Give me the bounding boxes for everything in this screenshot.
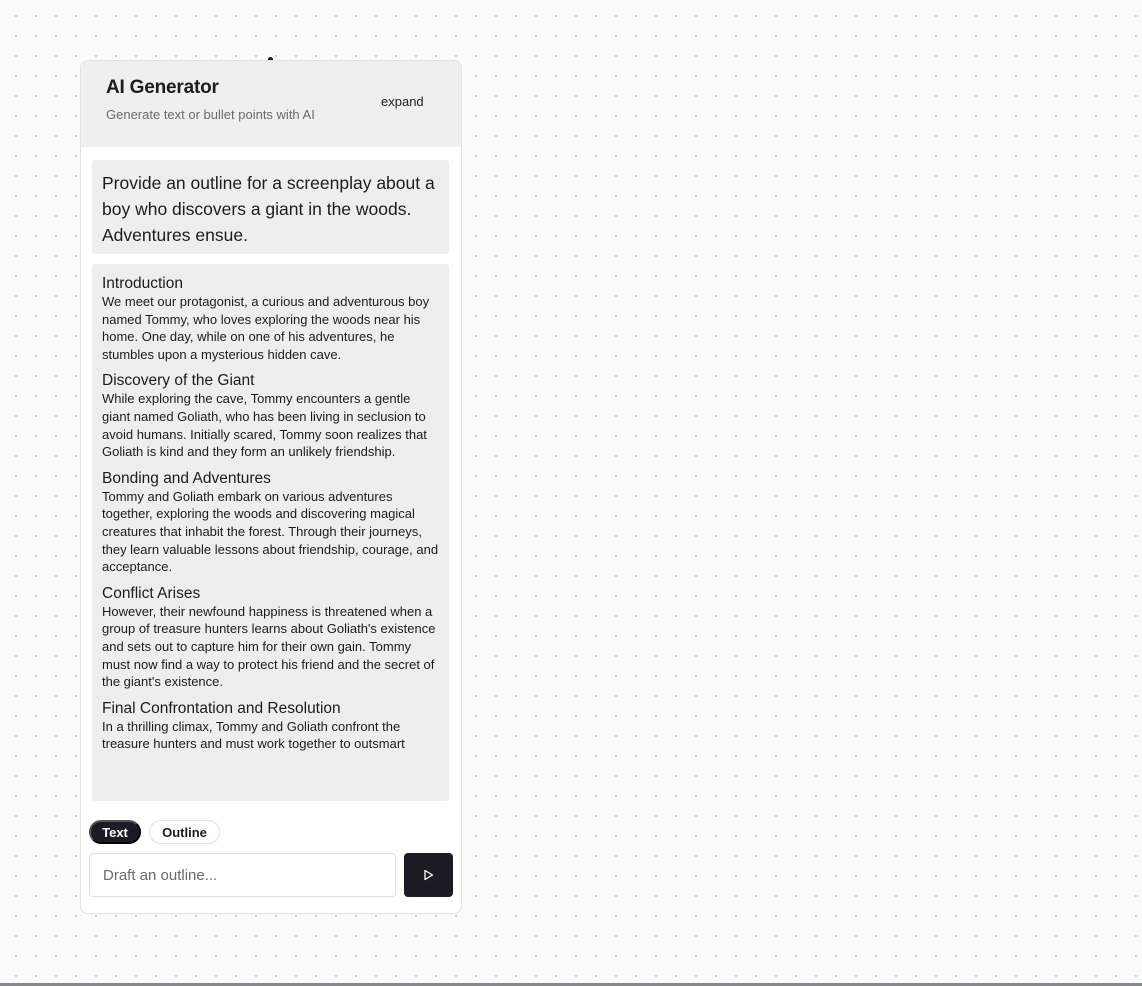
section-heading: Bonding and Adventures bbox=[102, 469, 271, 487]
section-body: However, their newfound happiness is threatened when a group of treasure hunters learns about Goliath's existence and sets out to capture him for their own gain. Tommy must now find a way to protect his friend and the secret of the giant's existence. bbox=[102, 603, 436, 690]
section-heading: Final Confrontation and Resolution bbox=[102, 699, 341, 717]
section-body: In a thrilling climax, Tommy and Goliath confront the treasure hunters and must work together to outsmart bbox=[102, 718, 405, 752]
section-body: We meet our protagonist, a curious and adventurous boy named Tommy, who loves exploring the woods near his home. One day, while on one of his adventures, he stumbles upon a mysterious hidden cave. bbox=[102, 294, 430, 362]
prompt-message: Provide an outline for a screenplay about a boy who discovers a giant in the woods. Adventures ensue. bbox=[92, 160, 449, 254]
section-heading: Conflict Arises bbox=[102, 584, 201, 602]
section-body: While exploring the cave, Tommy encounters a gentle giant named Goliath, who has been living in seclusion to avoid humans. Initially scared, Tommy soon realizes that Goliath is kind and they form an unlikely friendship. bbox=[102, 391, 427, 460]
generated-outline bbox=[92, 264, 449, 801]
outline-section bbox=[102, 699, 441, 753]
send-button[interactable] bbox=[404, 853, 453, 897]
section-heading: Introduction bbox=[102, 275, 183, 292]
play-icon bbox=[423, 869, 434, 881]
outline-section bbox=[102, 584, 441, 691]
panel-subtitle: Generate text or bullet points with AI bbox=[106, 107, 315, 122]
section-heading: Discovery of the Giant bbox=[102, 372, 255, 390]
panel-header bbox=[81, 61, 461, 147]
mode-outline-button[interactable]: Outline bbox=[149, 820, 220, 844]
outline-section bbox=[102, 469, 441, 576]
section-body: Tommy and Goliath embark on various adventures together, exploring the woods and discovering magical creatures that inhabit the forest. Through their journeys, they learn valuable lessons about friendship, courage, and acceptance. bbox=[102, 488, 439, 575]
mode-text-button[interactable]: Text bbox=[89, 820, 141, 844]
outline-section bbox=[102, 371, 441, 460]
draft-input[interactable] bbox=[89, 853, 396, 897]
expand-button[interactable]: expand bbox=[375, 92, 430, 111]
ai-generator-panel bbox=[80, 60, 462, 914]
panel-title: AI Generator bbox=[106, 77, 219, 98]
outline-section bbox=[102, 274, 441, 363]
